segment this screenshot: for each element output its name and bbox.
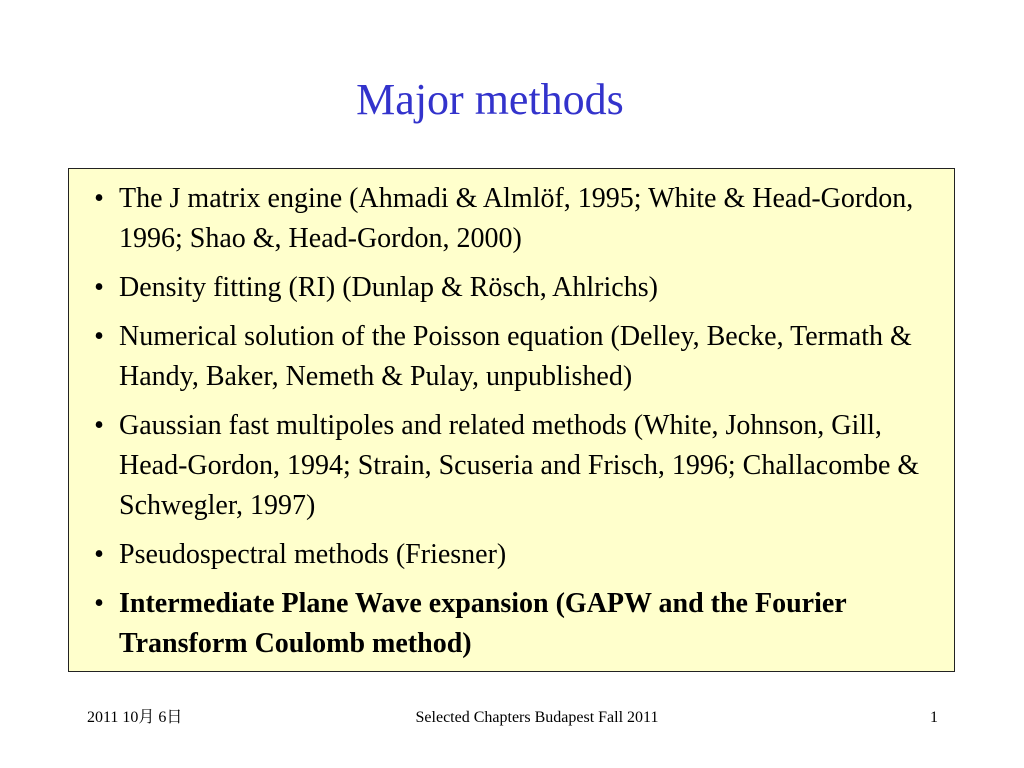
- bullet-marker: •: [94, 321, 104, 352]
- bullet-text: Gaussian fast multipoles and related methods (White, Johnson, Gill, Head-Gordon, 1994; Strain, Scuseria and Frisch, 1996; Challacombe & Schwegler, 1997): [119, 410, 920, 521]
- bullet-item: [79, 317, 926, 397]
- bullet-marker: •: [94, 183, 104, 214]
- content-box: [68, 168, 955, 672]
- bullet-text: The J matrix engine (Ahmadi & Almlöf, 1995; White & Head-Gordon, 1996; Shao &, Head-Gordon, 2000): [119, 183, 914, 254]
- bullet-text: Density fitting (RI) (Dunlap & Rösch, Ahlrichs): [119, 272, 658, 303]
- bullet-text: Intermediate Plane Wave expansion (GAPW and the Fourier Transform Coulomb method): [119, 588, 847, 659]
- page-number: 1: [930, 709, 938, 726]
- bullet-marker: •: [94, 410, 104, 441]
- footer-title: Selected Chapters Budapest Fall 2011: [415, 709, 659, 726]
- bullet-item: [79, 406, 926, 526]
- bullet-list: [79, 179, 926, 664]
- bullet-item: [79, 584, 926, 664]
- slide-title: Major methods: [356, 75, 624, 124]
- bullet-item: [79, 535, 926, 575]
- bullet-item: [79, 268, 926, 308]
- bullet-marker: •: [94, 588, 104, 619]
- bullet-marker: •: [94, 272, 104, 303]
- bullet-text: Numerical solution of the Poisson equation (Delley, Becke, Termath & Handy, Baker, Nemeth & Pulay, unpublished): [119, 321, 912, 392]
- bullet-text: Pseudospectral methods (Friesner): [119, 539, 507, 570]
- bullet-item: [79, 179, 926, 259]
- bullet-marker: •: [94, 539, 104, 570]
- footer-date: 2011 10月 6日: [87, 709, 183, 726]
